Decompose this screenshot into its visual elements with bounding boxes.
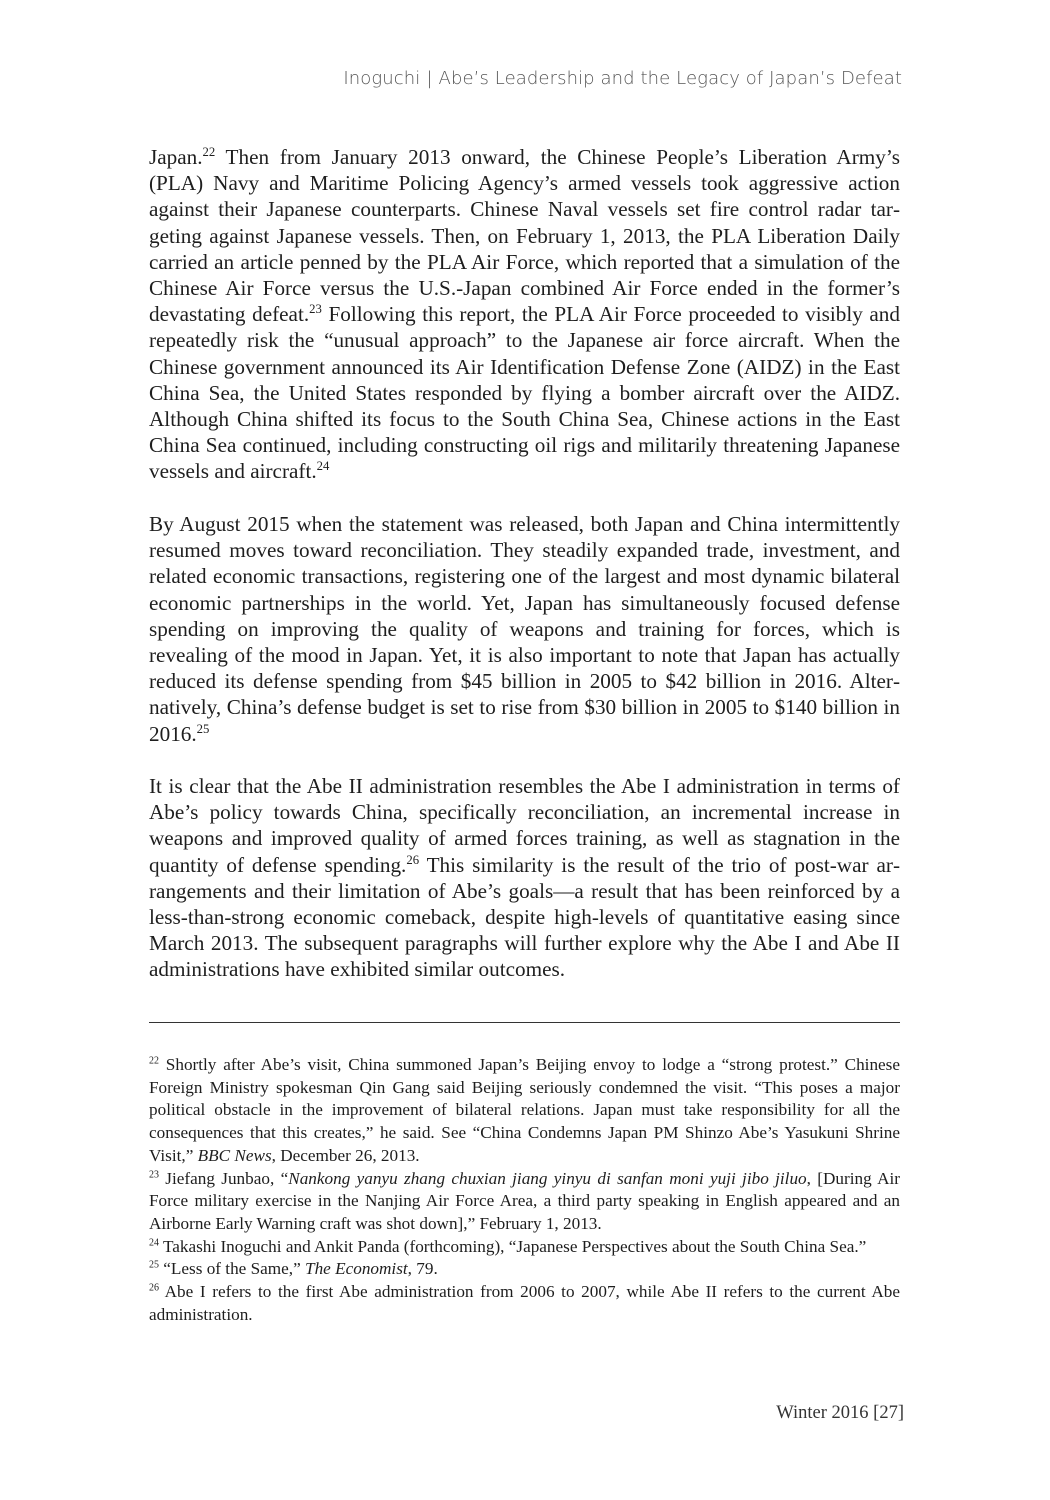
- text-run: This similarity is the result of the trio of post-war arrangements and their limitation of Abe’s goals—a result that has been reinforced by a less-than-strong economic comeback, despite high-levels of quantitative easing since March 2013. The subsequent paragraphs will further explore why the Abe I and Abe II administrations have exhibited similar outcomes.: [149, 852, 900, 982]
- text-run: , December 26, 2013.: [271, 1145, 420, 1165]
- text-run: Shortly after Abe’s visit, China summoned Japan’s Beijing envoy to lodge a “strong protest.” Chinese Foreign Ministry spokesman Qin Gang said Beijing seriously condemned the visit. “This poses a major political obstacle in the improvement of bilateral relations. Japan must take responsibility for all the consequences that this creates,” he said. See “China Condemns Japan PM Shinzo Abe’s Yasukuni Shrine Visit,”: [149, 1055, 900, 1165]
- footnote-marker: 26: [149, 1282, 159, 1294]
- footnote-marker: 24: [316, 459, 330, 474]
- header-author: Inoguchi: [343, 68, 421, 89]
- text-run: Jiefang Junbao, “: [158, 1168, 289, 1188]
- footnote-marker: 22: [149, 1055, 159, 1067]
- footnote-marker: 25: [149, 1259, 159, 1271]
- footnote-24: [149, 1236, 900, 1259]
- text-run: Japan.: [149, 145, 203, 169]
- footnotes: [149, 1054, 900, 1326]
- body-text: [149, 144, 900, 1009]
- body-paragraph: [149, 144, 900, 485]
- text-run: , 79.: [407, 1259, 438, 1279]
- text-run: Takashi Inoguchi and Ankit Panda (forthcoming), “Japanese Perspectives about the South China Sea.”: [158, 1236, 867, 1256]
- footnote-22: [149, 1054, 900, 1168]
- footnote-23: [149, 1168, 900, 1236]
- italic-text: BBC News: [197, 1145, 272, 1165]
- footnote-marker: 23: [309, 302, 322, 317]
- text-run: By August 2015 when the statement was released, both Japan and China intermittently resumed moves toward reconciliation. They steadily expanded trade, investment, and related economic transactions, registering one of the largest and most dynamic bilateral economic partnerships in the world. Yet, Japan has simultaneously focused defense spending on improving the quality of weapons and training for forces, which is revealing of the mood in Japan. Yet, it is also important to note that Japan has actually reduced its defense spending from $45 billion in 2005 to $42 billion in 2016. Alternatively, China’s defense budget is set to rise from $30 billion in 2005 to $140 billion in 2016.: [149, 511, 900, 746]
- header-title: Abe’s Leadership and the Legacy of Japan’s Defeat: [438, 68, 902, 89]
- running-header: [343, 68, 902, 89]
- header-separator: |: [426, 68, 433, 89]
- body-paragraph: [149, 511, 900, 747]
- text-run: It is clear that the Abe II administration resembles the Abe I administration in terms of Abe’s policy towards China, specifically reconciliation, an incremental increase in weapons and improved quality of armed forces training, as well as stagnation in the quantity of defense spending.: [149, 774, 900, 877]
- footnote-marker: 24: [149, 1236, 159, 1248]
- body-paragraph: [149, 773, 900, 983]
- text-run: “Less of the Same,”: [158, 1259, 306, 1279]
- page-folio: Winter 2016 [27]: [776, 1403, 904, 1423]
- footnote-25: [149, 1258, 900, 1281]
- text-run: Following this report, the PLA Air Force proceeded to visibly and repeatedly risk the “unusual approach” to the Japanese air force aircraft. When the Chinese government announced its Air Identification Defense Zone (AIDZ) in the East China Sea, the United States responded by flying a bomber aircraft over the AIDZ. Although China shifted its focus to the South China Sea, Chinese actions in the East China Sea continued, including constructing oil rigs and militarily threatening Japanese vessels and aircraft.: [149, 302, 900, 484]
- footnote-marker: 25: [196, 721, 210, 736]
- italic-text: The Economist: [305, 1259, 408, 1279]
- text-run: Abe I refers to the first Abe administration from 2006 to 2007, while Abe II refers to the current Abe administration.: [149, 1282, 900, 1324]
- footnote-marker: 26: [406, 852, 420, 867]
- italic-text: Nankong yanyu zhang chuxian jiang yinyu di sanfan moni yuji jibo jiluo: [288, 1168, 807, 1188]
- footnote-marker: 23: [149, 1168, 159, 1180]
- footnote-divider: [149, 1022, 900, 1023]
- footnote-marker: 22: [202, 144, 216, 159]
- text-run: , [During Air Force military exercise in the Nanjing Air Force Area, a third party speaking in English appeared and an Airborne Early Warning craft was shot down],” February 1, 2013.: [149, 1168, 900, 1233]
- text-run: Then from January 2013 onward, the Chinese People’s Liberation Army’s (PLA) Navy and Maritime Policing Agency’s armed vessels took aggressive action against their Japanese counterparts. Chinese Naval vessels set fire control radar targeting against Japanese vessels. Then, on February 1, 2013, the PLA Liberation Daily carried an article penned by the PLA Air Force, which reported that a simulation of the Chinese Air Force versus the U.S.-Japan combined Air Force ended in the former’s devastating defeat.: [149, 145, 900, 327]
- footnote-26: [149, 1281, 900, 1326]
